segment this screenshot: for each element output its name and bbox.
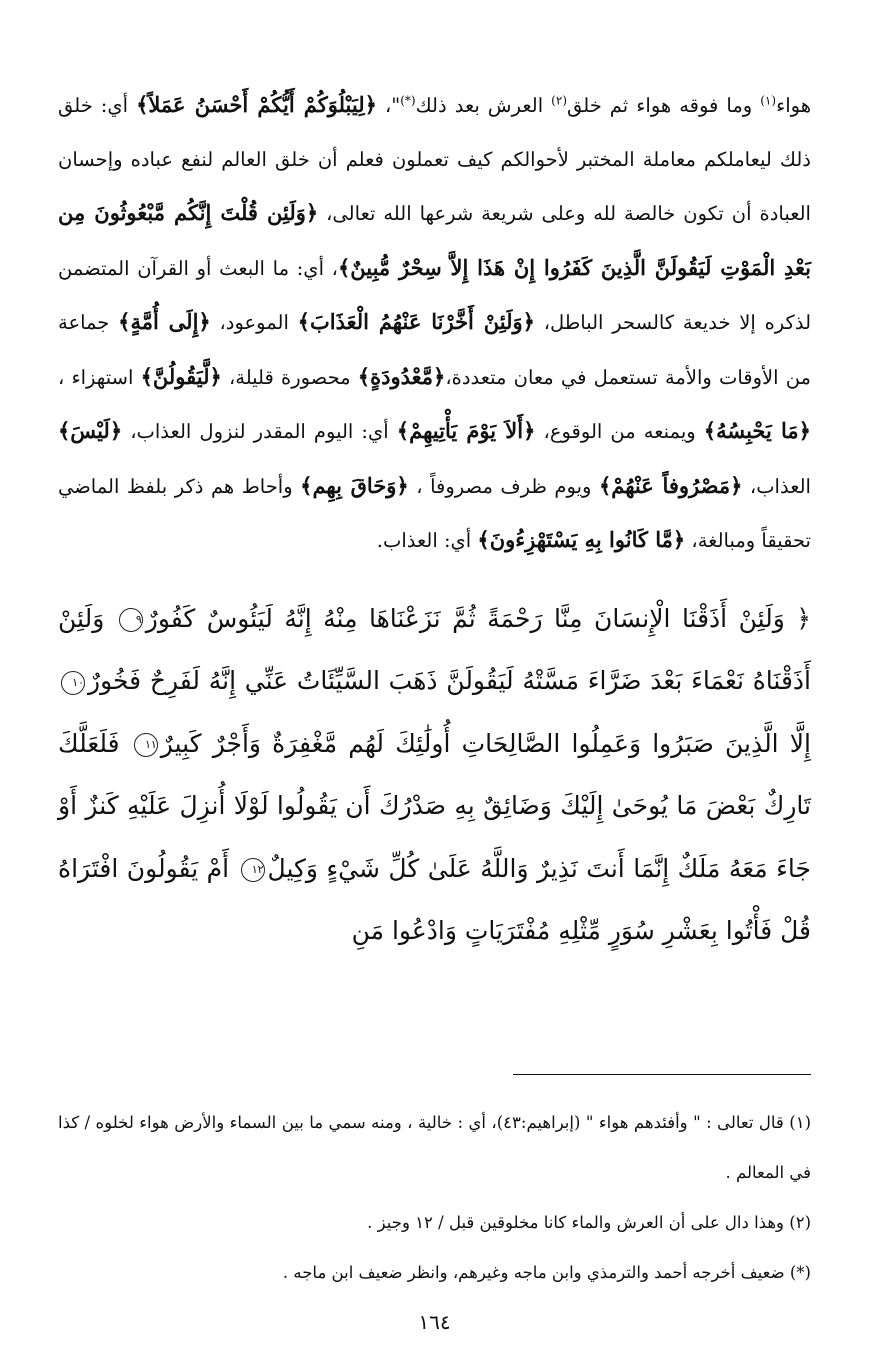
quran-quote: ﴿مَّعْدُودَةٍ﴾ — [357, 363, 446, 389]
ayah-number-marker: ١١ — [134, 733, 158, 757]
commentary-text: محصورة قليلة، — [221, 365, 358, 389]
footnote-ref-star[interactable]: (*) — [400, 93, 416, 108]
commentary-text: "، — [376, 94, 401, 117]
quran-quote: ﴿إِلَى أُمَّةٍ﴾ — [118, 309, 211, 334]
commentary-text: ويوم ظرف مصروفاً ، — [408, 474, 599, 498]
commentary-text: وما فوقه هواء ثم خلق — [567, 94, 761, 117]
verse-text: أَمْ يَقُولُونَ افْتَرَاهُ قُلْ فَأْتُوا بِعَشْرِ سُوَرٍ مِّثْلِهِ مُفْتَرَيَاتٍ وَادْعُوا مَنِ — [58, 853, 811, 945]
footnote-1: (١) قال تعالى : " وأفئدهم هواء " (إبراهيم:٤٣)، أي : خالية ، ومنه سمي ما بين السماء والأرض هواء لخلوه / كذا في المعالم . — [58, 1113, 811, 1182]
quran-quote: ﴿أَلاَ يَوْمَ يَأْتِيهِمْ﴾ — [396, 418, 536, 443]
quran-verses-block — [58, 588, 811, 963]
ayah-number-marker: ٩ — [119, 608, 143, 632]
quran-quote: ﴿مَّا كَانُوا بِهِ يَسْتَهْزِءُونَ﴾ — [477, 527, 686, 552]
quran-quote: ﴿لَّيَقُولُنَّ﴾ — [140, 363, 222, 389]
commentary-text: استهزاء ، — [58, 365, 141, 389]
commentary-text: وأحاط هم ذكر بلفظ الماضي تحقيقاً ومبالغة، — [58, 474, 811, 552]
book-page — [58, 78, 811, 1359]
quran-quote: ﴿مَصْرُوفاً عَنْهُمْ﴾ — [598, 472, 743, 498]
footnotes — [58, 1098, 811, 1298]
footnote-2: (٢) وهذا دال على أن العرش والماء كانا مخلوقين قبل / ١٢ وجيز . — [367, 1213, 811, 1232]
commentary-text: جماعة من الأوقات والأمة تستعمل في معان متعددة، — [58, 311, 811, 389]
ayah-number-marker: ١٢ — [241, 858, 265, 882]
commentary-text: هواء — [776, 94, 812, 117]
page-number: ١٦٤ — [418, 1310, 451, 1334]
commentary-text: أي: خلق ذلك ليعاملكم معاملة المختبر لأحوالكم كيف تعملون فعلم أن خلق العالم لنفع عباده وإحسان العبادة أن تكون خالصة لله وعلى شريعة شرعها الله تعالى، — [58, 94, 811, 225]
verse-text: فَلَعَلَّكَ تَارِكٌ بَعْضَ مَا يُوحَىٰ إِلَيْكَ وَضَائِقٌ بِهِ صَدْرُكَ أَن يَقُولُوا لَوْلَا أُنزِلَ عَلَيْهِ كَنزٌ أَوْ جَاءَ مَعَهُ مَلَكٌ إِنَّمَا أَنتَ نَذِيرٌ وَاللَّهُ عَلَىٰ كُلِّ شَيْءٍ وَكِيلٌ — [58, 728, 811, 883]
quran-quote: ﴿وَلَئِن قُلْتَ إِنَّكُم مَّبْعُوثُونَ مِن بَعْدِ الْمَوْتِ لَيَقُولَنَّ الَّذِينَ كَفَرُوا إِنْ هَذَا إِلاَّ سِحْرٌ مُّبِينٌ﴾ — [58, 200, 811, 280]
quran-quote: ﴿مَا يَحْبِسُهُ﴾ — [703, 418, 811, 443]
quran-quote: ﴿لَيْسَ﴾ — [58, 418, 123, 443]
commentary-text: أي: اليوم المقدر لنزول العذاب، — [122, 420, 397, 443]
footnote-ref-1[interactable]: (١) — [760, 93, 777, 108]
quran-quote: ﴿وَحَاقَ بِهِم﴾ — [300, 472, 409, 498]
commentary-text: الموعود، — [210, 311, 298, 334]
commentary-text: العرش بعد ذلك — [415, 94, 552, 117]
commentary-text: ، أي: ما البعث أو القرآن المتضمن لذكره إلا خديعة كالسحر الباطل، — [58, 256, 812, 334]
footnote-star: (*) ضعيف أخرجه أحمد والترمذي وابن ماجه وغيرهم، وانظر ضعيف ابن ماجه . — [282, 1263, 811, 1282]
verse-text: وَلَئِنْ أَذَقْنَا الْإِنسَانَ مِنَّا رَحْمَةً ثُمَّ نَزَعْنَاهَا مِنْهُ إِنَّهُ لَيَئُوسٌ كَفُورٌ — [145, 603, 797, 633]
commentary-text: أي: العذاب. — [376, 529, 478, 552]
quran-quote: ﴿لِيَبْلُوَكُمْ أَيُّكُمْ أَحْسَنُ عَمَلاً﴾ — [136, 92, 377, 117]
ayah-number-marker: ١٠ — [61, 671, 85, 695]
quran-quote: ﴿وَلَئِنْ أَخَّرْنَا عَنْهُمُ الْعَذَابَ﴾ — [297, 309, 535, 334]
verse-text: وَلَئِنْ أَذَقْنَاهُ نَعْمَاءَ بَعْدَ ضَرَّاءَ مَسَّتْهُ لَيَقُولَنَّ ذَهَبَ السَّيِّئَاتُ عَنِّي إِنَّهُ لَفَرِحٌ فَخُورٌ — [58, 603, 811, 695]
verse-text: إِلَّا الَّذِينَ صَبَرُوا وَعَمِلُوا الصَّالِحَاتِ أُولَٰئِكَ لَهُم مَّغْفِرَةٌ وَأَجْرٌ كَبِيرٌ — [160, 728, 811, 758]
commentary-text: ويمنعه من الوقوع، — [535, 420, 704, 443]
commentary-paragraph — [58, 78, 811, 568]
ornate-bracket: ﴿ — [796, 603, 811, 633]
commentary-text: العذاب، — [742, 474, 811, 498]
footnote-separator — [513, 1074, 811, 1075]
footnote-ref-2[interactable]: (٢) — [551, 93, 567, 108]
